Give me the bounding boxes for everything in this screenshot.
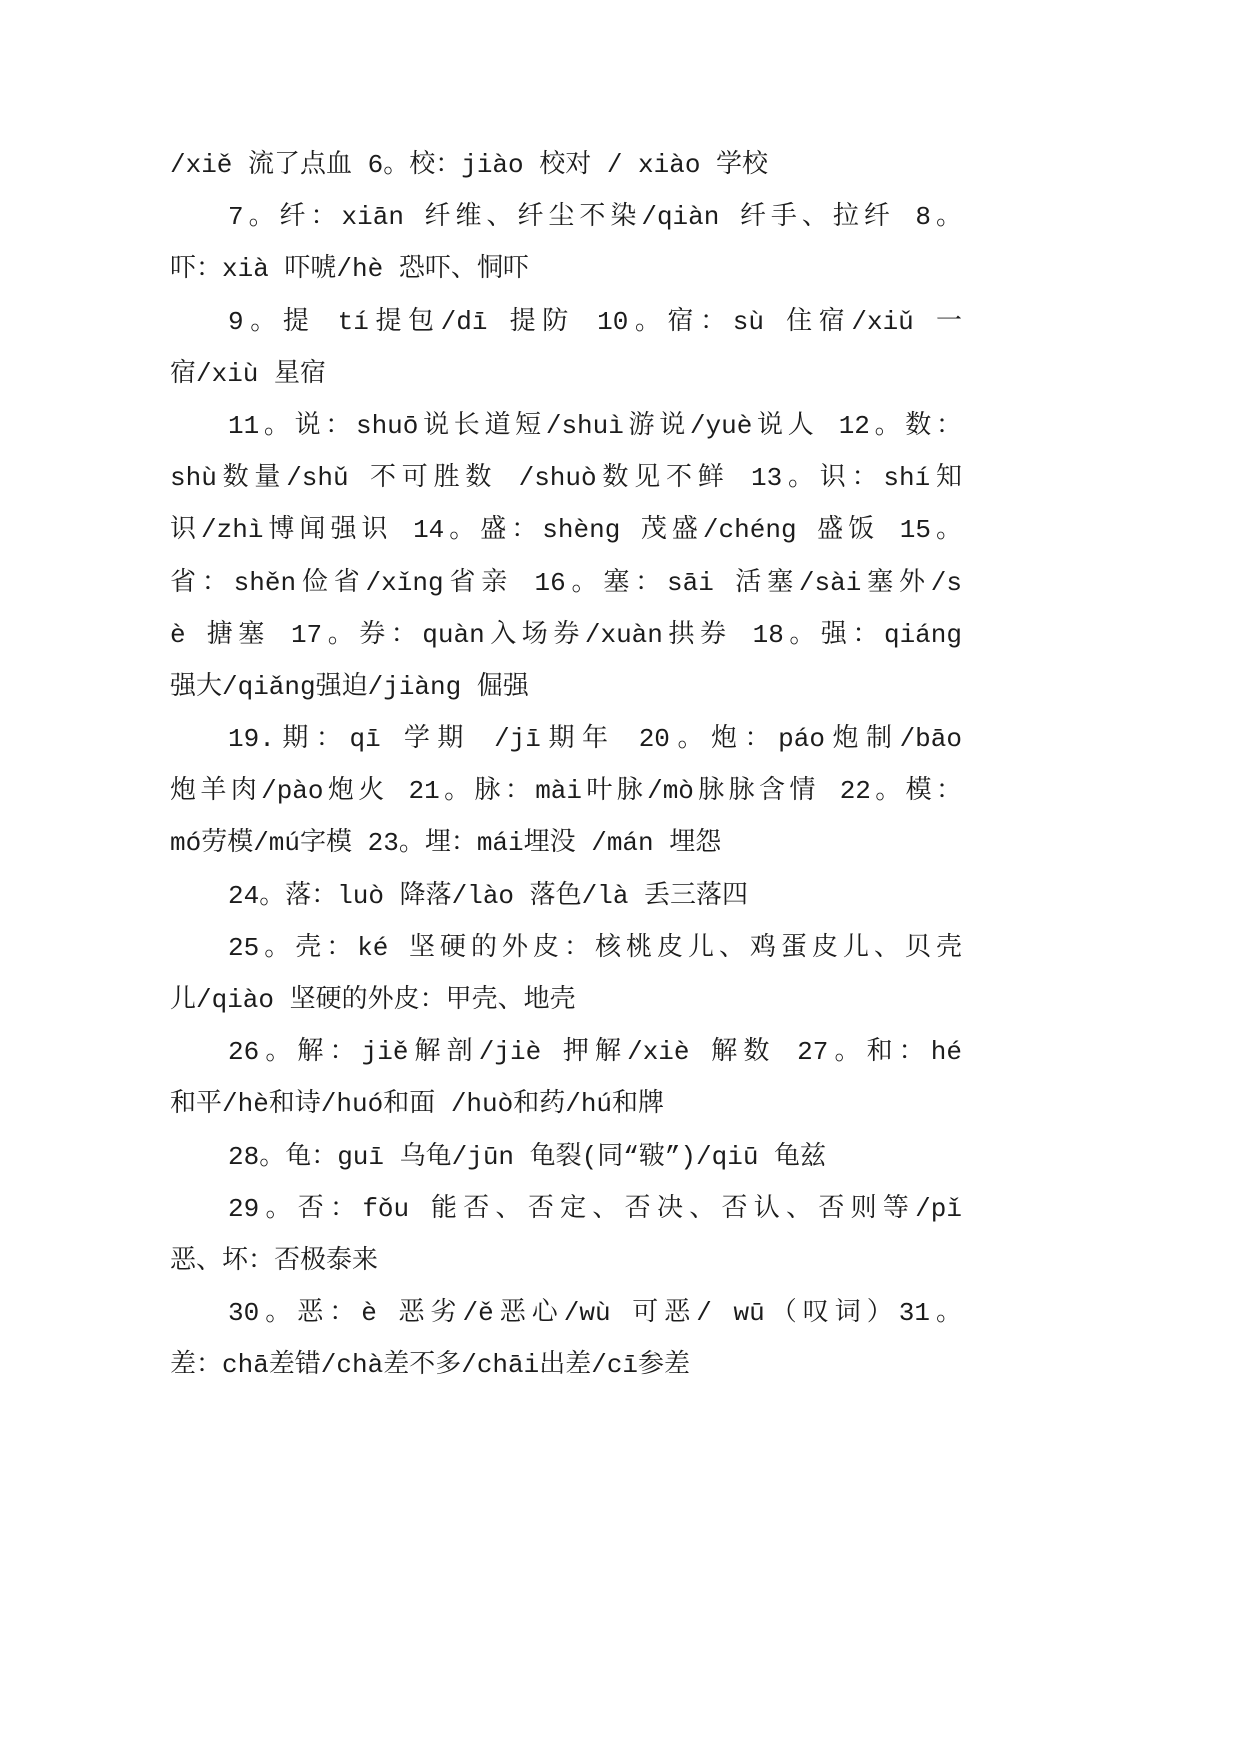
text-line: 24。落：luò 降落/lào 落色/là 丢三落四 [228, 880, 749, 911]
text-line: mó劳模/mú字模 23。埋：mái埋没 /mán 埋怨 [170, 828, 722, 859]
paragraph [170, 713, 962, 870]
text-line: 省：shěn俭省/xǐng省亲 16。塞：sāi 活塞/sài塞外/s [170, 567, 962, 598]
paragraph [170, 191, 962, 295]
text-line: 7。纤：xiān 纤维、纤尘不染/qiàn 纤手、拉纤 8。 [228, 202, 962, 233]
text-line: 26。解：jiě解剖/jiè 押解/xiè 解数 27。和：hé [228, 1037, 962, 1068]
text-line: 炮羊肉/pào炮火 21。脉：mài叶脉/mò脉脉含情 22。模： [170, 776, 962, 807]
text-line: 28。龟：guī 乌龟/jūn 龟裂(同“皲”)/qiū 龟兹 [228, 1141, 827, 1172]
paragraph [170, 400, 962, 713]
paragraph [170, 1026, 962, 1130]
text-line: 19.期：qī 学期 /jī期年 20。炮：páo炮制/bāo [228, 724, 962, 755]
paragraph [170, 1183, 962, 1287]
paragraph [170, 1287, 962, 1391]
text-line: 差：chā差错/chà差不多/chāi出差/cī参差 [170, 1350, 691, 1381]
text-line: 识/zhì博闻强识 14。盛：shèng 茂盛/chéng 盛饭 15。 [170, 515, 962, 546]
text-line: 强大/qiǎng强迫/jiàng 倔强 [170, 671, 529, 702]
text-line: è 搪塞 17。券：quàn入场券/xuàn拱券 18。强：qiáng [170, 619, 962, 650]
text-line: 儿/qiào 坚硬的外皮：甲壳、地壳 [170, 985, 576, 1015]
paragraph [170, 139, 962, 191]
text-line: 30。恶：è 恶劣/ě恶心/wù 可恶/ wū（叹词）31。 [228, 1298, 962, 1329]
text-line: 29。否：fǒu 能否、否定、否决、否认、否则等/pǐ [228, 1193, 962, 1224]
text-line: 25。壳：ké 坚硬的外皮：核桃皮儿、鸡蛋皮儿、贝壳 [228, 932, 962, 963]
text-line: 9。提 tí提包/dī 提防 10。宿：sù 住宿/xiǔ 一 [228, 306, 962, 337]
paragraph [170, 1131, 962, 1183]
text-line: 宿/xiù 星宿 [170, 358, 327, 389]
paragraph [170, 922, 962, 1026]
text-line: 和平/hè和诗/huó和面 /huò和药/hú和牌 [170, 1089, 665, 1120]
paragraph [170, 870, 962, 922]
text-line: 11。说：shuō说长道短/shuì游说/yuè说人 12。数： [228, 410, 962, 441]
document-body [170, 139, 962, 1392]
text-line: /xiě 流了点血 6。校：jiào 校对 / xiào 学校 [170, 150, 769, 180]
text-line: 恶、坏：否极泰来 [170, 1245, 379, 1276]
text-line: 吓：xià 吓唬/hè 恐吓、恫吓 [170, 254, 529, 285]
paragraph [170, 296, 962, 400]
text-line: shù数量/shǔ 不可胜数 /shuò数见不鲜 13。识：shí知 [170, 463, 962, 494]
